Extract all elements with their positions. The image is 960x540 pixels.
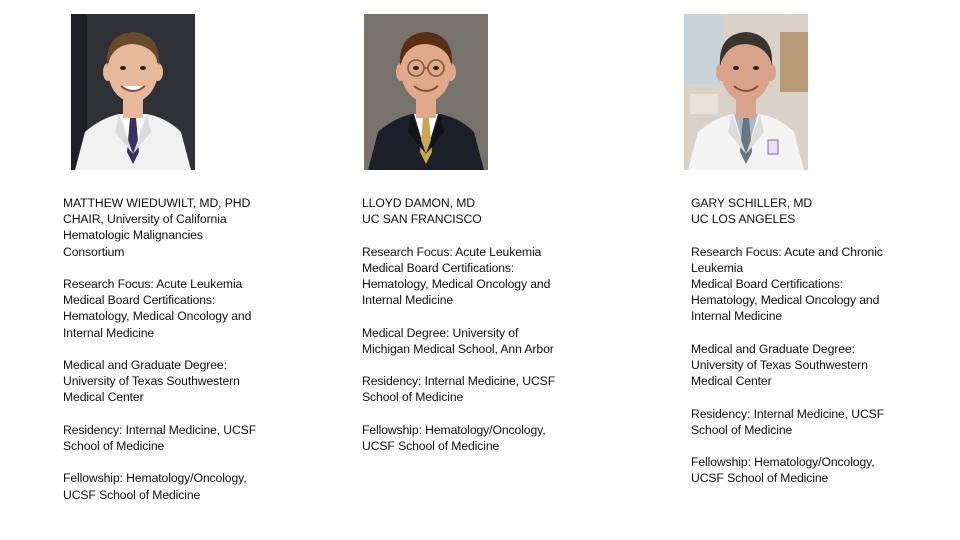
person-affiliation-line: CHAIR, University of California (63, 212, 227, 227)
degree-line: Medical and Graduate Degree: (691, 341, 855, 356)
research-and-certifications (691, 244, 884, 325)
bio-header (691, 195, 884, 227)
portrait-illustration (71, 14, 195, 170)
fellowship-line: Fellowship: Hematology/Oncology, (362, 422, 546, 437)
board-certification-line: Medical Board Certifications: (362, 260, 515, 275)
bio-wieduwilt (63, 195, 256, 503)
person-affiliation-line: UC LOS ANGELES (691, 212, 796, 227)
board-certification-line: Hematology, Medical Oncology and (362, 277, 551, 291)
portrait-illustration (684, 14, 808, 170)
residency-line: Residency: Internal Medicine, UCSF (362, 374, 556, 389)
residency (362, 373, 555, 405)
person-affiliation-line: UC SAN FRANCISCO (362, 212, 482, 227)
board-certification-line: Internal Medicine (362, 293, 454, 308)
research-and-certifications (362, 244, 555, 309)
person-name: MATTHEW WIEDUWILT, MD, PHD (63, 196, 251, 210)
degree-line: Medical Center (63, 390, 144, 405)
research-focus-line: Leukemia (691, 260, 744, 275)
person-affiliation-line: Consortium (63, 244, 125, 259)
person-name: LLOYD DAMON, MD (362, 196, 475, 210)
residency-line: School of Medicine (691, 422, 793, 437)
degree-line: Michigan Medical School, Ann Arbor (362, 341, 554, 356)
portrait-photo-damon (364, 14, 488, 170)
bio-header (63, 195, 256, 260)
board-certification-line: Internal Medicine (691, 309, 783, 324)
portrait-photo-schiller (684, 14, 808, 170)
fellowship-line: UCSF School of Medicine (362, 438, 500, 453)
fellowship-line: Fellowship: Hematology/Oncology, (63, 471, 247, 486)
board-certification-line: Internal Medicine (63, 325, 155, 340)
board-certification-line: Medical Board Certifications: (63, 293, 216, 308)
research-focus-line: Research Focus: Acute Leukemia (362, 244, 542, 259)
residency-line: School of Medicine (362, 390, 464, 405)
medical-degree (362, 325, 555, 357)
portrait-illustration (364, 14, 488, 170)
person-name: GARY SCHILLER, MD (691, 196, 813, 210)
residency-line: Residency: Internal Medicine, UCSF (691, 406, 885, 421)
board-certification-line: Hematology, Medical Oncology and (691, 293, 880, 308)
person-affiliation-line: Hematologic Malignancies (63, 228, 203, 243)
fellowship-line: UCSF School of Medicine (691, 471, 829, 486)
board-certification-line: Medical Board Certifications: (691, 277, 844, 291)
medical-degree (691, 341, 884, 390)
board-certification-line: Hematology, Medical Oncology and (63, 309, 252, 324)
degree-line: Medical Degree: University of (362, 325, 519, 340)
bio-damon (362, 195, 555, 454)
research-focus-line: Research Focus: Acute Leukemia (63, 277, 243, 291)
residency (63, 422, 256, 454)
bio-schiller (691, 195, 884, 487)
research-and-certifications (63, 276, 256, 341)
residency-line: Residency: Internal Medicine, UCSF (63, 422, 257, 437)
research-focus-line: Research Focus: Acute and Chronic (691, 244, 883, 259)
degree-line: University of Texas Southwestern (691, 358, 868, 372)
fellowship-line: Fellowship: Hematology/Oncology, (691, 455, 875, 470)
degree-line: Medical and Graduate Degree: (63, 358, 227, 372)
bio-header (362, 195, 555, 227)
degree-line: Medical Center (691, 374, 772, 389)
residency-line: School of Medicine (63, 439, 165, 453)
medical-degree (63, 357, 256, 406)
residency (691, 406, 884, 438)
portrait-photo-wieduwilt (71, 14, 195, 170)
fellowship (691, 454, 884, 486)
fellowship-line: UCSF School of Medicine (63, 487, 201, 502)
fellowship (63, 470, 256, 502)
degree-line: University of Texas Southwestern (63, 374, 240, 389)
fellowship (362, 422, 555, 454)
